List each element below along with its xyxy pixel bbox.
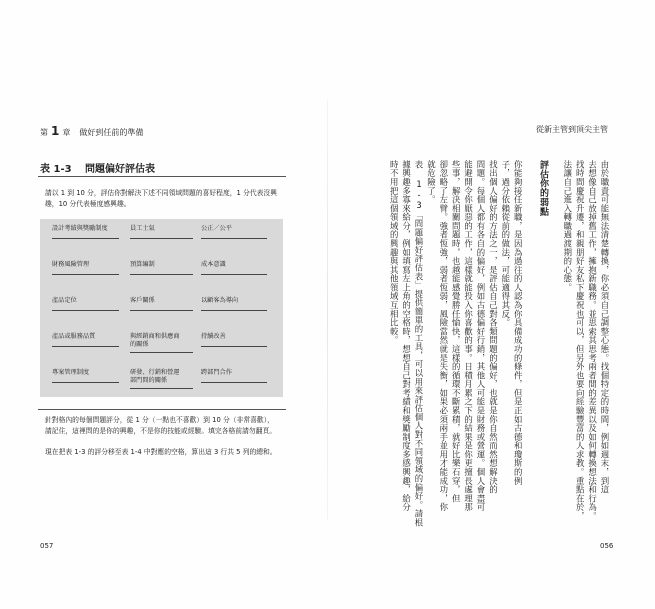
text-column: 法讓自己進入轉職過渡期的心態。: [562, 160, 573, 292]
cell-label: 預算編制: [130, 261, 155, 268]
spine-gutter: [327, 100, 328, 520]
preference-cell: [130, 369, 180, 385]
right-page-number: 056: [600, 542, 614, 550]
cell-label: 專案管理制度: [52, 369, 90, 376]
text-column: 能避開令你厭惡的工作，這樣就能投入你喜歡的事。日積月累之下的結果是你更擅長處理那: [463, 160, 474, 512]
preference-cell: [130, 333, 180, 349]
text-column: 就危險了。: [426, 160, 437, 204]
preference-cell: [201, 225, 232, 233]
chapter-number: 1: [51, 124, 60, 138]
left-page-number: 057: [40, 542, 54, 550]
table-bottom-rule: [38, 409, 286, 410]
text-column: 據興趣多寡來給分，例如填寫左上角的空格時，想想自己對考績和獎勵制度多感興趣，給分: [401, 160, 412, 512]
transfer-instructions: 現在把表 1-3 的評分移至表 1-4 中對應的空格，算出這 3 行共 5 列的總和。: [45, 448, 277, 456]
chapter-prefix: 第: [40, 128, 48, 137]
score-blank-line: [52, 274, 119, 275]
preference-cell: [130, 261, 155, 269]
chapter-suffix: 章: [62, 128, 71, 137]
cell-label: 研發、行銷和營運: [130, 369, 180, 376]
score-blank-line: [130, 310, 193, 311]
score-blank-line: [52, 346, 119, 347]
table-number: 表 1-3: [40, 164, 72, 175]
cell-label: 跨部門合作: [201, 369, 232, 376]
table-title: 問題偏好評估表: [85, 164, 156, 175]
scoring-instructions: 針對格內的每個問題評分，從 1 分（一點也不喜歡）到 10 分（非常喜歡），請記住，這裡問的是你的興趣，不是你的技能或經驗。填完各格前請勿翻頁。: [45, 416, 277, 435]
cell-label: 以顧客為導向: [201, 297, 239, 304]
table-heading: [40, 160, 155, 175]
score-blank-line: [130, 274, 193, 275]
cell-label: 部門間的關係: [130, 377, 168, 384]
score-blank-line: [130, 388, 193, 389]
table-top-rule: [38, 176, 286, 177]
cell-label: 的關係: [130, 341, 149, 348]
score-blank-line: [201, 238, 267, 239]
left-running-header: [40, 124, 143, 138]
preference-cell: [130, 225, 155, 233]
cell-label: 公正／公平: [201, 225, 232, 232]
cell-label: 成本意識: [201, 261, 226, 268]
preference-cell: [52, 333, 95, 341]
score-blank-line: [52, 382, 119, 383]
preference-cell: [201, 369, 232, 377]
text-column: 表 1-3「問題偏好評估表」提供簡單的工具，可以用來評估個人對不同領域的偏好。請根: [414, 160, 424, 527]
right-running-header: 從新主管到頂尖主管: [536, 125, 608, 134]
score-blank-line: [201, 346, 267, 347]
text-column: 找出個人偏好的方法之一，是評估自己對各類問題的偏好，也就是你自然而然想解決的: [488, 160, 499, 495]
text-column: 時不用把這個領域的興趣與其他領域互相比較。: [389, 160, 400, 345]
cell-label: 客戶關係: [130, 297, 155, 304]
score-blank-line: [201, 310, 267, 311]
chapter-title: 做好到任前的準備: [79, 128, 144, 137]
section-heading: 評估你的弱點: [538, 160, 548, 217]
score-blank-line: [201, 274, 267, 275]
cell-label: 設計考績與獎勵制度: [52, 225, 108, 232]
cell-label: 與經銷商和供應商: [130, 333, 180, 340]
preference-cell: [201, 333, 226, 341]
preference-cell: [52, 261, 89, 269]
preference-cell: [52, 297, 77, 305]
table-intro: 請以 1 到 10 分，評估你對解決下述不同領域問題的喜好程度，1 分代表沒興趣，10 分代表極度感興趣。: [45, 189, 278, 208]
text-column: 問題。每個人都有各自的偏好，例如古德偏好行銷，其他人可能是財務或營運。個人會盡可: [476, 160, 486, 512]
cell-label: 產品或服務品質: [52, 333, 96, 340]
text-column: 些事，解決相關問題時，也越能感覺勝任愉快，這樣的循環不斷累積，就好比樂石穿，但: [451, 160, 462, 503]
score-blank-line: [130, 238, 193, 239]
score-blank-line: [52, 310, 119, 311]
cell-label: 產品定位: [52, 297, 77, 304]
cell-label: 員工士氣: [130, 225, 155, 232]
text-column: 卻忽略了左臂。強者恆強，弱者恆弱，風險當然就是失衡，如果必須兩手並用才能成功，你: [438, 160, 449, 512]
text-column: 你能夠接任新職，是因為過往的人認為你具備成功的條件，但是正如古德和瓊斯的例: [513, 160, 524, 486]
preference-cell: [201, 297, 238, 305]
preference-cell: [52, 369, 89, 377]
preference-cell: [130, 297, 155, 305]
text-column: 去想像自己放掉舊工作，擁抱新職務。並思索其思考兩者間的差異以及如何轉換想法和行為。: [587, 160, 598, 521]
text-column: 找時間慶祝升遷，和親朋好友私下慶祝也可以，但另外也要向經驗豐富的人求教。重點在於，: [575, 160, 586, 521]
preference-cell: [201, 261, 226, 269]
score-blank-line: [201, 382, 267, 383]
cell-label: 持續改善: [201, 333, 226, 340]
text-column: 由於職責可能無法清楚轉換，你必須自己調整心態。找個特定的時間，例如週末，到這: [600, 160, 610, 495]
score-blank-line: [52, 238, 119, 239]
preference-cell: [52, 225, 108, 233]
text-column: 子，過分依賴從前的做法，可能適得其反。: [500, 160, 511, 328]
cell-label: 財務風險管理: [52, 261, 90, 268]
score-blank-line: [130, 352, 193, 353]
